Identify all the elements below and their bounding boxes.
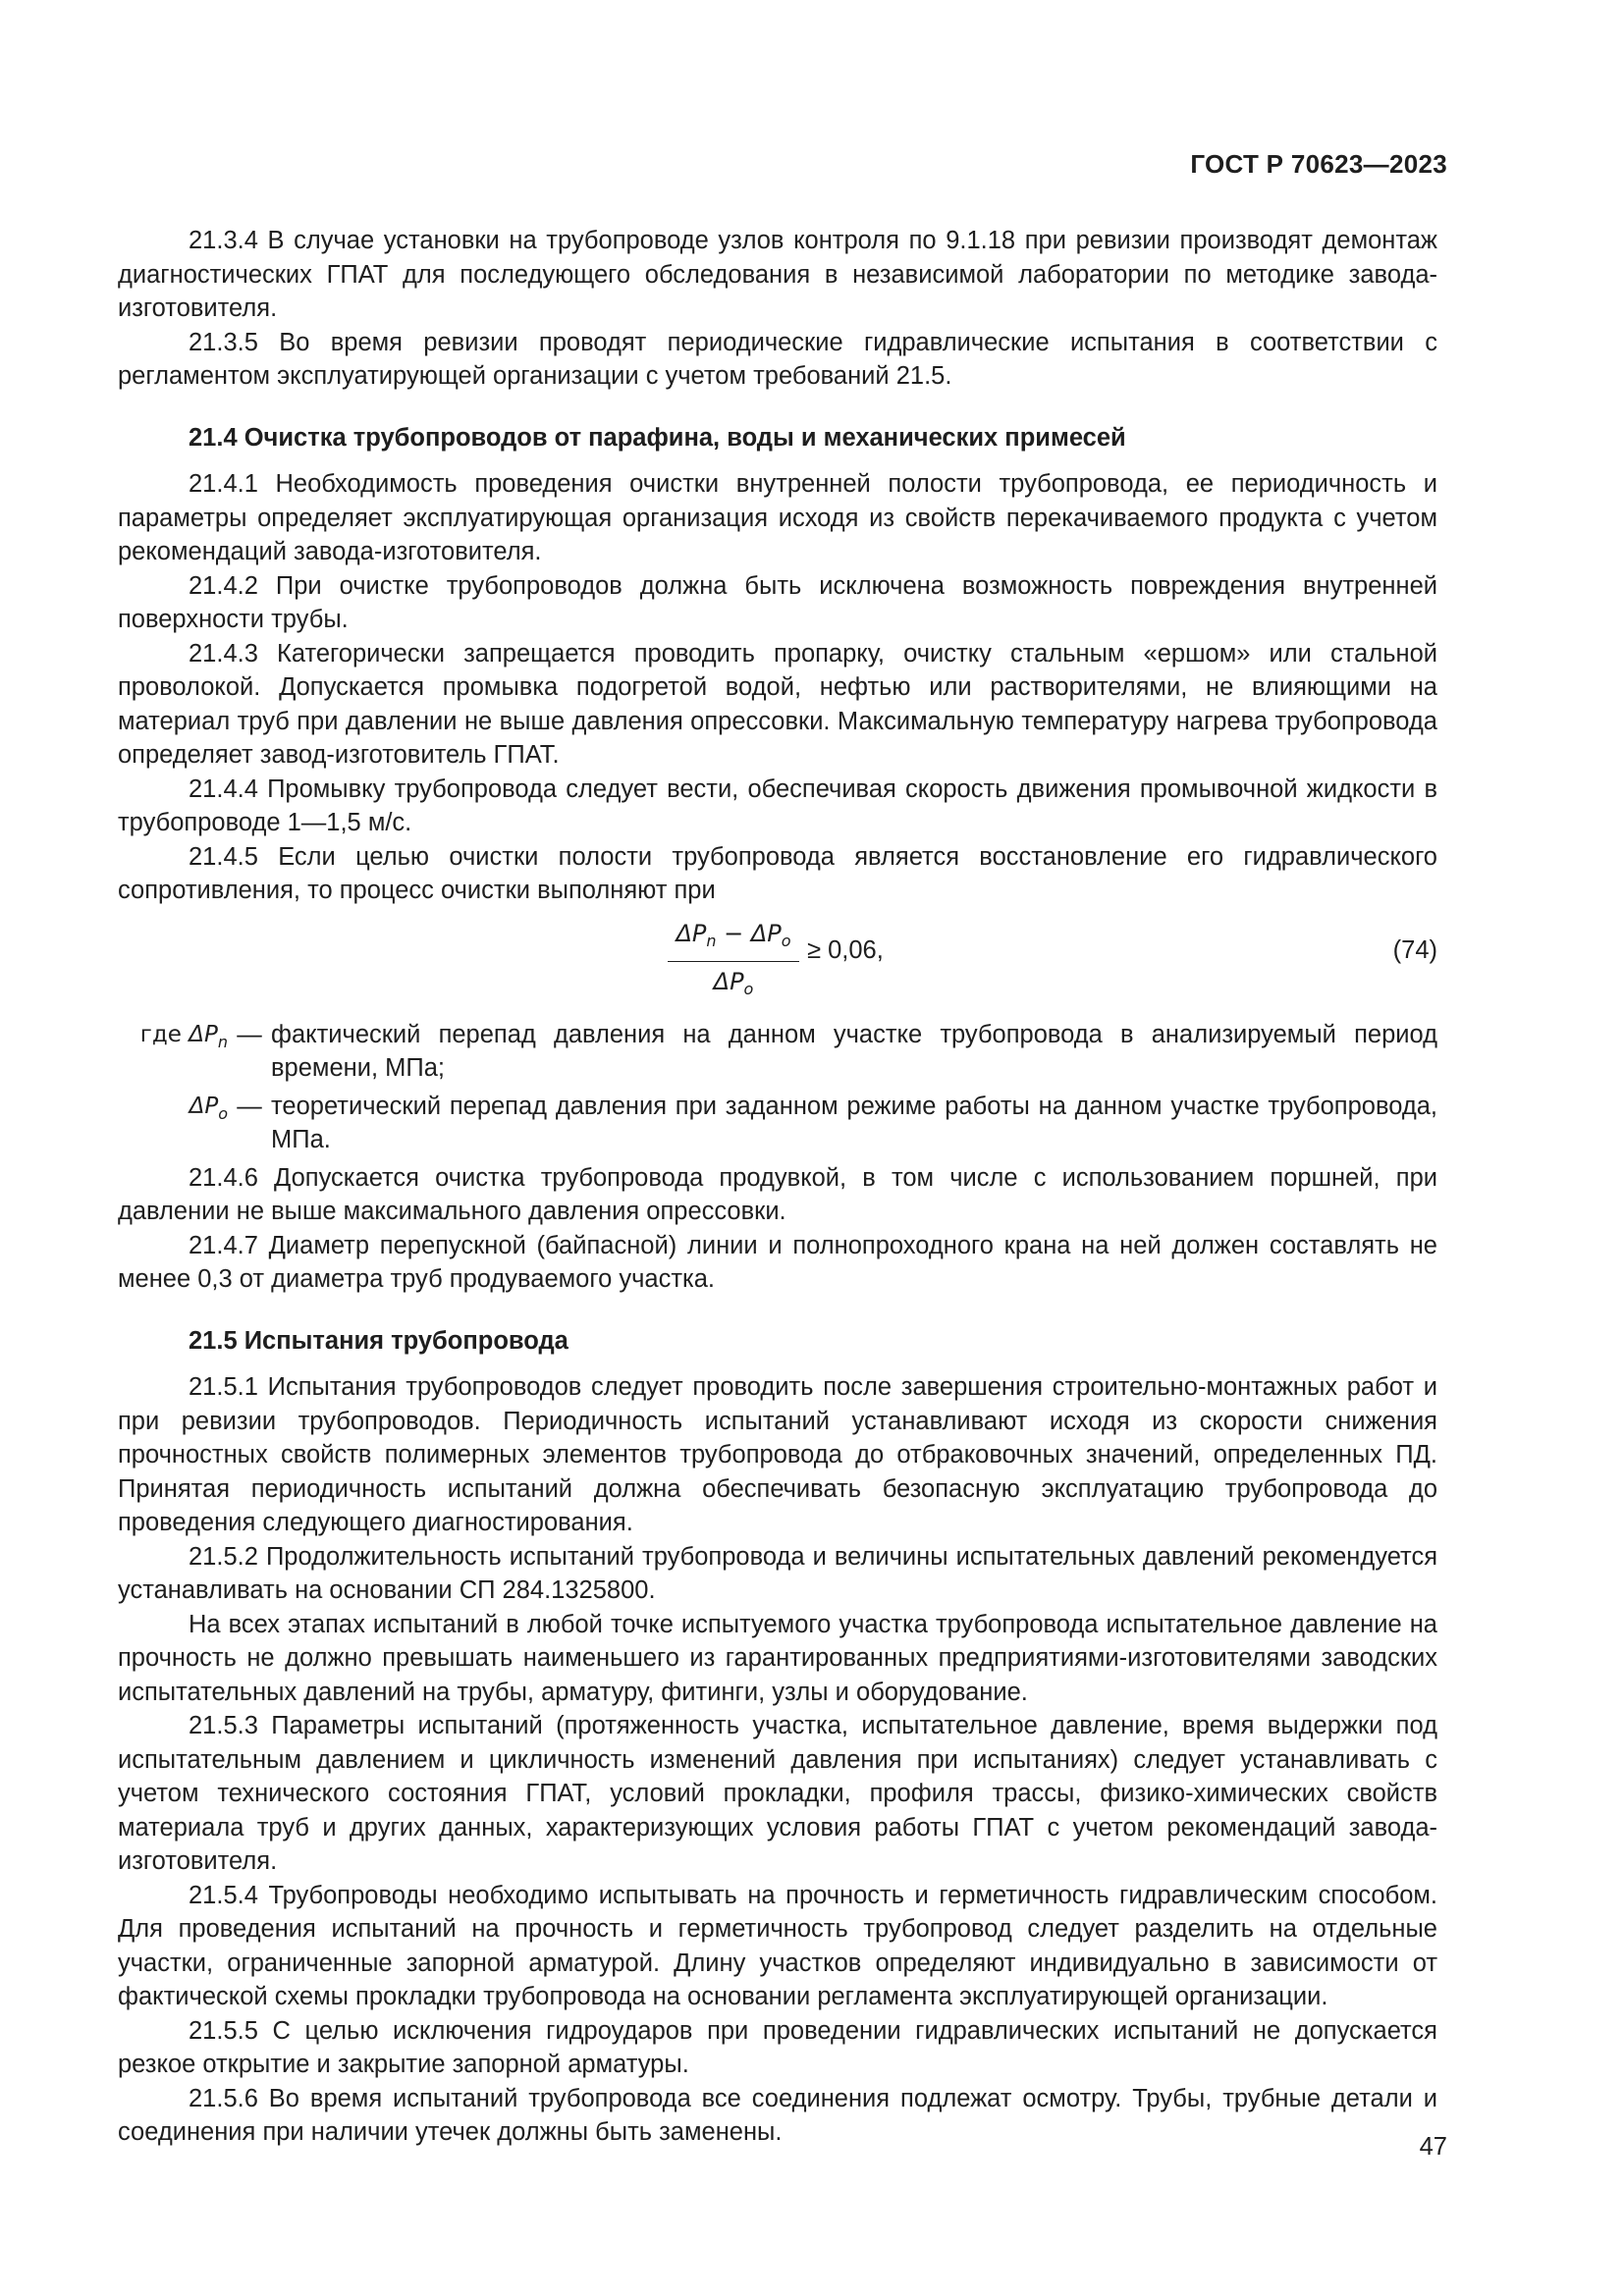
definition-item bbox=[118, 1090, 1437, 1157]
paragraph-21-3-5: 21.3.5 Во время ревизии проводят периодические гидравлические испытания в соответствии с регламентом эксплуатирующей организации с учетом требований 21.5. bbox=[118, 328, 1437, 390]
formula-definitions bbox=[118, 1018, 1437, 1157]
paragraph-21-4-3: 21.4.3 Категорически запрещается проводить пропарку, очистку стальным «ершом» или стальной проволокой. Допускается промывка подогретой водой, нефтью или растворителями, не влияющими на материал труб при давлении не выше давления опрессовки. Максимальную температуру нагрева трубопровода определяет завод-изготовитель ГПАТ. bbox=[118, 639, 1437, 769]
formula-delta-p: ΔP bbox=[676, 919, 707, 947]
formula-74 bbox=[118, 916, 1437, 1006]
formula-numerator bbox=[668, 916, 799, 962]
paragraph-21-5-4: 21.5.4 Трубопроводы необходимо испытывать на прочность и герметичность гидравлическим способом. Для проведения испытаний на прочность и герметичность трубопровод следует разделить на отдельные участки, ограниченные запорной арматурой. Длину участков определяют индивидуально в зависимости от фактической схемы прокладки трубопровода на основании регламента эксплуатирующей организации. bbox=[118, 1881, 1437, 2010]
definition-dash: — bbox=[237, 1020, 262, 1048]
formula-subscript: n bbox=[706, 931, 717, 950]
paragraph-21-5-6: 21.5.6 Во время испытаний трубопровода все соединения подлежат осмотру. Трубы, трубные детали и соединения при наличии утечек должны быть заменены. bbox=[118, 2084, 1437, 2146]
definition-prefix: где bbox=[139, 1021, 189, 1047]
definition-dash: — bbox=[237, 1092, 262, 1120]
formula-delta-p: ΔP bbox=[713, 967, 744, 995]
paragraph-21-3-4: 21.3.4 В случае установки на трубопроводе узлов контроля по 9.1.18 при ревизии производят демонтаж диагностических ГПАТ для последующего обследования в независимой лаборатории по методике завода-изготовителя. bbox=[118, 227, 1437, 322]
paragraph-21-4-2: 21.4.2 При очистке трубопроводов должна быть исключена возможность повреждения внутренней поверхности трубы. bbox=[118, 571, 1437, 633]
paragraph-21-5-1: 21.5.1 Испытания трубопроводов следует проводить после завершения строительно-монтажных работ и при ревизии трубопроводов. Периодичность испытаний устанавливают исходя из скорости снижения прочностных свойств полимерных элементов трубопровода до отбраковочных значений, определенных ПД. Принятая периодичность испытаний должна обеспечивать безопасную эксплуатацию трубопровода до проведения следующего диагностирования. bbox=[118, 1373, 1437, 1536]
definition-text: теоретический перепад давления при заданном режиме работы на данном участке трубопровода, МПа. bbox=[271, 1092, 1437, 1153]
paragraph-21-5-5: 21.5.5 С целью исключения гидроударов при проведении гидравлических испытаний не допускается резкое открытие и закрытие запорной арматуры. bbox=[118, 2016, 1437, 2078]
paragraph-21-4-5: 21.4.5 Если целью очистки полости трубопровода является восстановление его гидравлического сопротивления, то процесс очистки выполняют при bbox=[118, 842, 1437, 904]
formula-denominator bbox=[668, 962, 799, 1007]
definition-symbol bbox=[118, 1018, 228, 1060]
section-heading-21-5: 21.5 Испытания трубопровода bbox=[189, 1326, 568, 1355]
page-number: 47 bbox=[1419, 2133, 1447, 2161]
formula-subscript: o bbox=[743, 979, 754, 998]
definition-delta-p: ΔP bbox=[189, 1093, 219, 1119]
formula-number: (74) bbox=[1392, 935, 1437, 964]
definition-text: фактический перепад давления на данном участке трубопровода в анализируемый период времени, МПа; bbox=[271, 1020, 1437, 1082]
document-code-header: ГОСТ Р 70623—2023 bbox=[1190, 149, 1447, 179]
definition-item bbox=[118, 1018, 1437, 1086]
paragraph-21-4-4: 21.4.4 Промывку трубопровода следует вести, обеспечивая скорость движения промывочной жидкости в трубопроводе 1—1,5 м/с. bbox=[118, 774, 1437, 836]
formula-delta-p: ΔP bbox=[750, 919, 782, 947]
definition-subscript: o bbox=[218, 1103, 228, 1123]
paragraph-21-4-6: 21.4.6 Допускается очистка трубопровода продувкой, в том числе с использованием поршней, при давлении не выше максимального давления опрессовки. bbox=[118, 1163, 1437, 1225]
definition-delta-p: ΔP bbox=[189, 1021, 218, 1047]
paragraph-21-4-7: 21.4.7 Диаметр перепускной (байпасной) линии и полнопроходного крана на ней должен составлять не менее 0,3 от диаметра труб продуваемого участка. bbox=[118, 1231, 1437, 1293]
paragraph-21-5-3: 21.5.3 Параметры испытаний (протяженность участка, испытательное давление, время выдержки под испытательным давлением и цикличность изменений давления при испытаниях) следует устанавливать с учетом технического состояния ГПАТ, условий прокладки, профиля трассы, физико-химических свойств материала труб и других данных, характеризующих условия работы ГПАТ с учетом рекомендаций завода-изготовителя. bbox=[118, 1712, 1437, 1875]
paragraph-21-4-1: 21.4.1 Необходимость проведения очистки внутренней полости трубопровода, ее периодичность и параметры определяет эксплуатирующая организация исходя из свойств перекачиваемого продукта с учетом рекомендаций завода-изготовителя. bbox=[118, 470, 1437, 565]
formula-fraction bbox=[668, 916, 799, 1007]
definition-subscript: n bbox=[217, 1032, 228, 1051]
document-body bbox=[118, 224, 1437, 2150]
definition-symbol bbox=[118, 1090, 228, 1132]
section-heading-21-4: 21.4 Очистка трубопроводов от парафина, воды и механических примесей bbox=[189, 423, 1126, 452]
paragraph-21-5-2-continued: На всех этапах испытаний в любой точке испытуемого участка трубопровода испытательное давление на прочность не должно превышать наименьшего из гарантированных предприятиями-изготовителями заводских испытательных давлений на трубы, арматуру, фитинги, узлы и оборудование. bbox=[118, 1610, 1437, 1706]
formula-subscript: o bbox=[781, 931, 791, 950]
formula-rhs: ≥ 0,06, bbox=[807, 935, 884, 964]
formula-minus: − bbox=[716, 919, 751, 947]
paragraph-21-5-2: 21.5.2 Продолжительность испытаний трубопровода и величины испытательных давлений рекомендуется устанавливать на основании СП 284.1325800. bbox=[118, 1542, 1437, 1604]
